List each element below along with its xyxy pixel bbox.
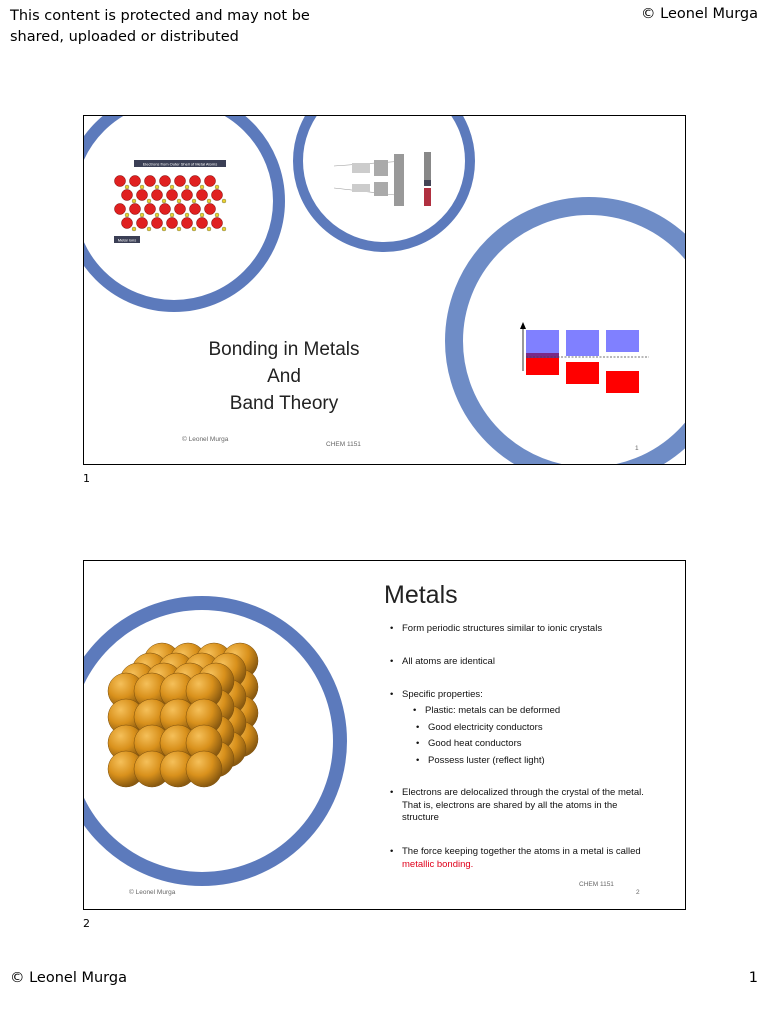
bullet-line: The force keeping together the atoms in a metal is called xyxy=(402,846,641,857)
electron xyxy=(155,213,159,217)
bullet-text: All atoms are identical xyxy=(402,656,495,667)
period: . xyxy=(470,858,474,870)
electron xyxy=(207,227,211,231)
bullet-item: • All atoms are identical xyxy=(390,656,495,667)
metal-ion xyxy=(152,218,163,229)
band-red xyxy=(526,358,559,375)
notice-line-1: This content is protected and may not be xyxy=(10,8,310,24)
bullet-text: Form periodic structures similar to ionic crystals xyxy=(402,623,603,634)
metal-ion xyxy=(145,176,156,187)
metal-ion xyxy=(160,176,171,187)
metal-ion xyxy=(197,218,208,229)
metal-ion xyxy=(182,218,193,229)
bullet-item: • Specific properties: xyxy=(390,689,483,700)
sub-bullet-item: • Plastic: metals can be deformed xyxy=(413,705,561,716)
metal-ion xyxy=(175,204,186,215)
electron xyxy=(125,185,129,189)
electron xyxy=(140,213,144,217)
bullet-item: • Form periodic structures similar to ionic crystals xyxy=(390,623,603,634)
electron xyxy=(170,213,174,217)
slide-1-index: 1 xyxy=(83,472,90,485)
metal-ion xyxy=(167,190,178,201)
electron xyxy=(162,199,166,203)
title-line-2: And xyxy=(267,366,301,387)
slide-1-author: © Leonel Murga xyxy=(182,436,229,443)
electron xyxy=(207,199,211,203)
header-copyright: © Leonel Murga xyxy=(641,6,758,22)
metal-ion xyxy=(212,218,223,229)
electron xyxy=(147,227,151,231)
metal-ion xyxy=(115,204,126,215)
slide-2 xyxy=(83,560,686,910)
metal-ion xyxy=(190,176,201,187)
electron xyxy=(125,213,129,217)
bullet-line xyxy=(402,859,641,872)
electron xyxy=(200,213,204,217)
slide-2-author: © Leonel Murga xyxy=(129,889,176,896)
metal-ion xyxy=(145,204,156,215)
title-line-3: Band Theory xyxy=(229,393,339,414)
bullet-line: structure xyxy=(402,812,439,823)
metal-atom-lattice xyxy=(108,643,258,787)
metal-ion xyxy=(137,218,148,229)
highlight-term: metallic bonding xyxy=(402,858,471,870)
bullet-text: Good electricity conductors xyxy=(428,722,543,733)
sub-bullet-item: • Good electricity conductors xyxy=(416,722,543,733)
electron xyxy=(177,227,181,231)
electron xyxy=(222,199,226,203)
footer-page-number: 1 xyxy=(748,970,758,986)
electron xyxy=(215,213,219,217)
bullet-item: • The force keeping together the atoms in a metal is called metallic bonding. xyxy=(390,846,641,870)
footer-copyright: © Leonel Murga xyxy=(10,970,127,986)
bullet-text: Good heat conductors xyxy=(428,738,522,749)
metal-ion xyxy=(130,176,141,187)
metal-ion xyxy=(122,190,133,201)
bullet-text: Specific properties: xyxy=(402,689,483,700)
slide-1-course: CHEM 1151 xyxy=(326,441,361,448)
protection-notice xyxy=(10,6,330,48)
bullet-text: Possess luster (reflect light) xyxy=(428,755,545,766)
notice-line-2: shared, uploaded or distributed xyxy=(10,29,239,45)
electron xyxy=(192,227,196,231)
electron xyxy=(132,227,136,231)
metal-ion xyxy=(167,218,178,229)
electron xyxy=(155,185,159,189)
metal-ion xyxy=(205,204,216,215)
diagram-caption-top: Electrons from Outer Shell of Metal Atoms xyxy=(142,161,218,167)
slide-1-title xyxy=(179,336,389,417)
electron xyxy=(162,227,166,231)
electron xyxy=(147,199,151,203)
metal-ion xyxy=(137,190,148,201)
metal-ion xyxy=(115,176,126,187)
metal-ion xyxy=(190,204,201,215)
band-red xyxy=(566,362,599,384)
title-line-1: Bonding in Metals xyxy=(208,339,360,360)
metal-ion xyxy=(130,204,141,215)
bullet-line: That is, electrons are shared by all the atoms in the xyxy=(402,799,618,811)
metal-ion xyxy=(160,204,171,215)
metal-ion xyxy=(205,176,216,187)
slide-2-index: 2 xyxy=(83,917,90,930)
electron xyxy=(200,185,204,189)
metal-ion xyxy=(122,218,133,229)
slide-2-title: Metals xyxy=(384,581,458,609)
slide-2-course: CHEM 1151 xyxy=(579,881,614,888)
band-blue xyxy=(526,330,559,353)
slide-2-number: 2 xyxy=(636,889,640,896)
electron xyxy=(170,185,174,189)
metal-ion xyxy=(182,190,193,201)
metal-atom-sphere xyxy=(186,751,222,787)
band-blue xyxy=(566,330,599,356)
metal-ion xyxy=(175,176,186,187)
sub-bullet-item: • Possess luster (reflect light) xyxy=(416,755,545,766)
ring-inner xyxy=(306,116,462,239)
electron xyxy=(192,199,196,203)
electron xyxy=(222,227,226,231)
band-blue xyxy=(606,330,639,352)
electron xyxy=(140,185,144,189)
electron xyxy=(185,185,189,189)
electron xyxy=(177,199,181,203)
electron xyxy=(215,185,219,189)
bullet-item: • Electrons are delocalized through the crystal of the metal. That is, electrons are shared by all the atoms in the structure xyxy=(390,787,644,823)
metal-ion xyxy=(152,190,163,201)
electron xyxy=(132,199,136,203)
metal-ion xyxy=(197,190,208,201)
diagram-caption-bottom: Metal Ions xyxy=(117,237,137,243)
metal-ion xyxy=(212,190,223,201)
sub-bullet-item: • Good heat conductors xyxy=(416,738,522,749)
slide-1-number: 1 xyxy=(635,445,639,452)
slide-1 xyxy=(83,115,686,465)
band-red xyxy=(606,371,639,393)
bullet-line: Electrons are delocalized through the crystal of the metal. xyxy=(402,787,644,798)
bullet-text: Plastic: metals can be deformed xyxy=(425,705,561,716)
electron xyxy=(185,213,189,217)
